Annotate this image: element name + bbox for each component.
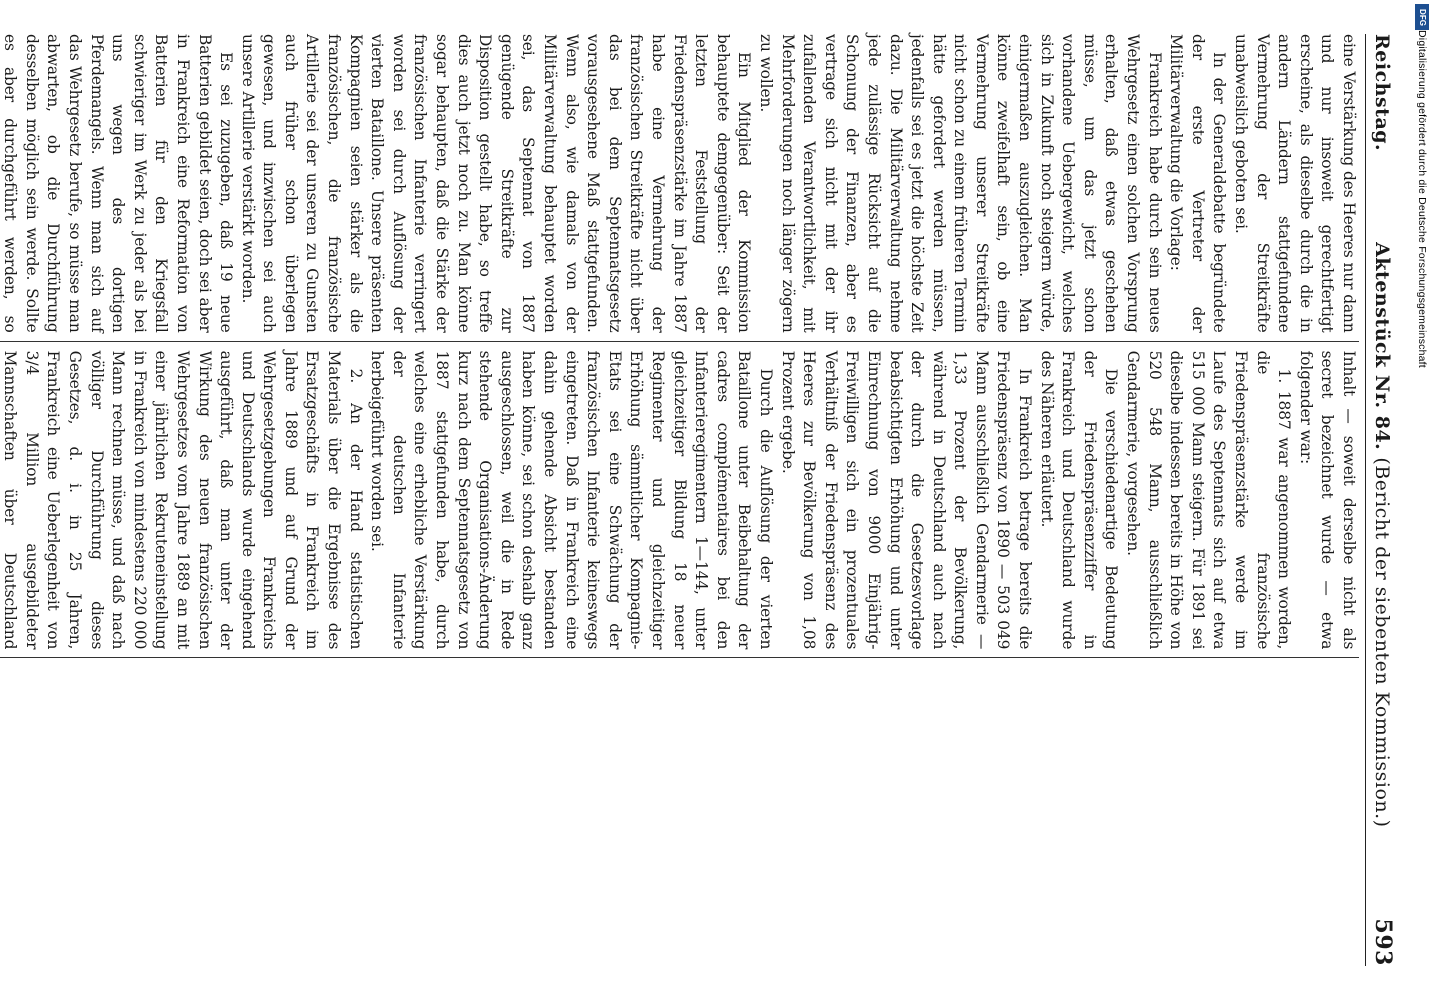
text-columns bbox=[1, 34, 1359, 966]
paragraph: Es sei zuzugeben, daß 19 neue Batterien gebildet seien, doch sei aber in Frankreich eine Reformation von Batterien für den Kriegsfall schwieriger im Werk zu jeder als bei uns wegen des dortigen Pferdemangels. Wenn man sich auf das Wehrgesetz berufe, so müsse man abwarten, ob die Durchführung desselben möglich sein werde. Sollte es aber durchgeführt werden, so bbox=[1, 34, 236, 333]
text-column-middle bbox=[0, 351, 1359, 650]
text-column-left bbox=[0, 34, 1359, 333]
digitization-credit-text: Digitalisierung gefördert durch die Deutsche Forschungsgemeinschaft bbox=[1416, 30, 1428, 368]
paragraph: Ein Mitglied der Kommission behauptete demgegenüber: Seit der letzten Feststellung der Friedenspräsenzstärke im Jahre 1887 habe eine Vermehrung der französischen Streitkräfte nicht über das bei dem Septennatsgesetz vorausgesehene Maß stattgefunden. Wenn also, wie damals von der Militärverwaltung behauptet worden sei, das Septennat von 1887 genügende Streitkräfte zur Disposition gestellt habe, so treffe dies auch jetzt noch zu. Man könne sogar behaupten, daß die Stärke der französischen Infanterie verringert worden sei durch Auflösung der vierten Bataillone. Unsere präsenten Kompagnien seien stärker als die französischen, die französische Artillerie sei der unseren zu Gunsten auch früher schon überlegen gewesen, und inzwischen sei auch unsere Artillerie verstärkt worden. bbox=[238, 34, 754, 333]
running-header bbox=[1365, 34, 1396, 966]
page-number: 593 bbox=[1370, 918, 1396, 966]
paragraph: 1. 1887 war angenommen worden, die französische Friedenspräsenzstärke werde im Laufe des Septennats sich auf etwa 515 000 Mann steigern. Für 1891 sei dieselbe indessen bereits in Höhe von 520 548 Mann, ausschließlich Gendarmerie, vorgesehen. bbox=[1124, 350, 1294, 650]
document-reference bbox=[1371, 242, 1393, 827]
paragraph: In Frankreich betrage bereits die Friedenspräsenz von 1890 — 503 049 Mann ausschließlich Gendarmerie — 1,33 Prozent der Bevölkerung, während in Deutschland auch nach der durch die Gesetzesvorlage beabsichtigten Erhöhung und unter Einrechnung von 9000 Einjährig-Freiwilligen sich ein prozentuales Verhältniß der Friedenspräsenz des Heeres zur Bevölkerung von 1,08 Prozent ergebe. bbox=[778, 350, 1035, 650]
paragraph: eine Verstärkung des Heeres nur dann und nur insoweit gerechtfertigt erscheine, als dieselbe durch die in andern Ländern stattgefundene Vermehrung der Streitkräfte unabweislich geboten sei. bbox=[1232, 34, 1358, 333]
document-page bbox=[0, 8, 1412, 988]
document-number: Aktenstück Nr. 84. bbox=[1371, 242, 1393, 451]
paragraph: 2. An der Hand statistischen Materials über die Ergebnisse des Ersatzgeschäfts in Frankreich im Jahre 1889 und auf Grund der Wehrgesetzgebungen Frankreichs und Deutschlands wurde eingehend ausgeführt, daß man unter der Wirkung des neuen französischen Wehrgesetzes vom Jahre 1889 an mit einer jährlichen Rekruteneinstellung in Frankreich von mindestens 220 000 Mann rechnen müsse, und daß nach völliger Durchführung dieses Gesetzes, d. i. in 25 Jahren, Frankreich eine Ueberlegenheit von 3/4 Million ausgebildeter Mannschaften über Deutschland bbox=[1, 350, 365, 650]
dfg-logo: DFG bbox=[1415, 4, 1429, 30]
document-subtitle: (Bericht der siebenten Kommission.) bbox=[1371, 457, 1393, 828]
publication-title: Reichstag. bbox=[1371, 34, 1393, 152]
paragraph: Die verschiedenartige Bedeutung der Friedenspräsenzziffer in Frankreich und Deutschland wurde des Näheren erläutert. bbox=[1037, 350, 1121, 650]
paragraph: Frankreich habe durch sein neues Wehrgesetz einen solchen Vorsprung erhalten, daß etwas geschehen müsse, um das jetzt schon vorhandene Uebergewicht, welches sich in Zukunft noch steigern würde, einigermaßen auszugleichen. Man könne zweifelhaft sein, ob eine Vermehrung unserer Streitkräfte nicht schon zu einem früheren Termin hätte gefordert werden müssen, jedenfalls sei es jetzt die höchste Zeit dazu. Die Militärverwaltung nehme jede zulässige Rücksicht auf die Schonung der Finanzen, aber es vertrage sich nicht mit der ihr zufallenden Verantwortlichkeit, mit Mehrforderungen noch länger zögern zu wollen. bbox=[756, 34, 1164, 333]
paragraph: In der Generaldebatte begründete der erste Vertreter der Militärverwaltung die Vorlage: bbox=[1167, 34, 1229, 333]
text-column-right bbox=[0, 667, 1359, 966]
digitization-credit bbox=[1412, 30, 1430, 970]
paragraph: Durch die Auflösung der vierten Bataillone unter Beibehaltung der cadres complémentaires bei den Infanterieregimentern 1—144, unter gleichzeitiger Bildung 18 neuer Regimenter und gleichzeitiger Erhöhung sämmtlicher Kompagnie-Etats sei eine Schwächung der französischen Infanterie keineswegs eingetreten. Daß in Frankreich eine dahin gehende Absicht bestanden haben könne, sei schon deshalb ganz ausgeschlossen, weil die in Rede stehende Organisations-Änderung kurz nach dem Septennatsgesetz von 1887 stattgefunden habe, durch welches eine erhebliche Verstärkung der deutschen Infanterie herbeigeführt worden sei. bbox=[368, 350, 775, 650]
paragraph: Inhalt — soweit derselbe nicht als secret bezeichnet wurde — etwa folgender war: bbox=[1296, 350, 1358, 650]
